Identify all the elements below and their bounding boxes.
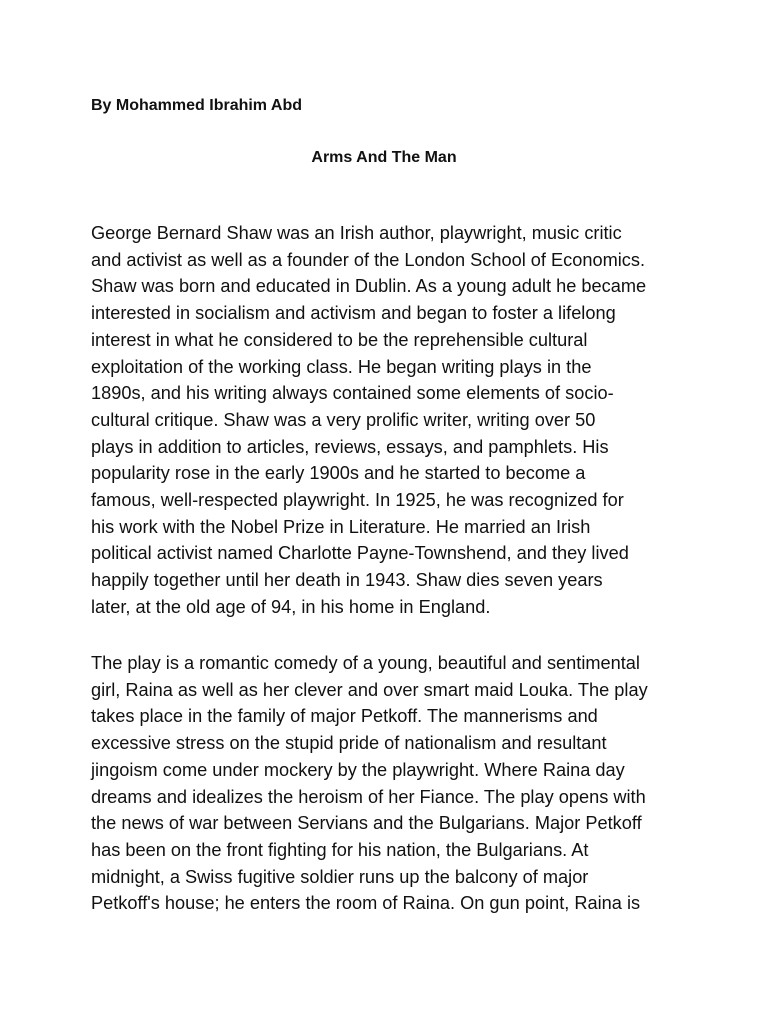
paragraph-1 — [91, 220, 691, 621]
text-line: interest in what he considered to be the reprehensible cultural — [91, 329, 588, 350]
paragraph-2 — [91, 650, 691, 917]
document-title: Arms And The Man — [311, 149, 457, 166]
text-line: later, at the old age of 94, in his home in England. — [91, 596, 491, 617]
text-line: George Bernard Shaw was an Irish author, playwright, music critic — [91, 223, 622, 243]
text-line: jingoism come under mockery by the playwright. Where Raina day — [91, 759, 625, 780]
text-line: Petkoff's house; he enters the room of Raina. On gun point, Raina is — [91, 893, 641, 914]
text-line: girl, Raina as well as her clever and over smart maid Louka. The play — [91, 679, 648, 700]
text-line: has been on the front fighting for his nation, the Bulgarians. At — [91, 839, 589, 860]
text-line: dreams and idealizes the heroism of her Fiance. The play opens with — [91, 786, 646, 807]
text-line: excessive stress on the stupid pride of nationalism and resultant — [91, 733, 607, 754]
text-line: plays in addition to articles, reviews, essays, and pamphlets. His — [91, 436, 609, 457]
text-line: and activist as well as a founder of the London School of Economics. — [91, 249, 646, 270]
text-line: midnight, a Swiss fugitive soldier runs up the balcony of major — [91, 866, 589, 887]
text-line: exploitation of the working class. He began writing plays in the — [91, 356, 592, 377]
text-line: popularity rose in the early 1900s and he started to become a — [91, 463, 586, 484]
text-line: interested in socialism and activism and began to foster a lifelong — [91, 303, 616, 324]
text-line: famous, well-respected playwright. In 1925, he was recognized for — [91, 490, 624, 511]
text-line: cultural critique. Shaw was a very prolific writer, writing over 50 — [91, 409, 596, 430]
text-line: takes place in the family of major Petkoff. The mannerisms and — [91, 706, 598, 727]
text-line: 1890s, and his writing always contained some elements of socio- — [91, 383, 614, 404]
text-line: Shaw was born and educated in Dublin. As a young adult he became — [91, 276, 647, 297]
text-line: happily together until her death in 1943. Shaw dies seven years — [91, 570, 603, 591]
text-line: political activist named Charlotte Payne-Townshend, and they lived — [91, 543, 629, 564]
text-line: his work with the Nobel Prize in Literature. He married an Irish — [91, 516, 591, 537]
author-byline: By Mohammed Ibrahim Abd — [91, 97, 302, 114]
text-line: the news of war between Servians and the Bulgarians. Major Petkoff — [91, 813, 642, 834]
text-line: The play is a romantic comedy of a young, beautiful and sentimental — [91, 653, 640, 673]
